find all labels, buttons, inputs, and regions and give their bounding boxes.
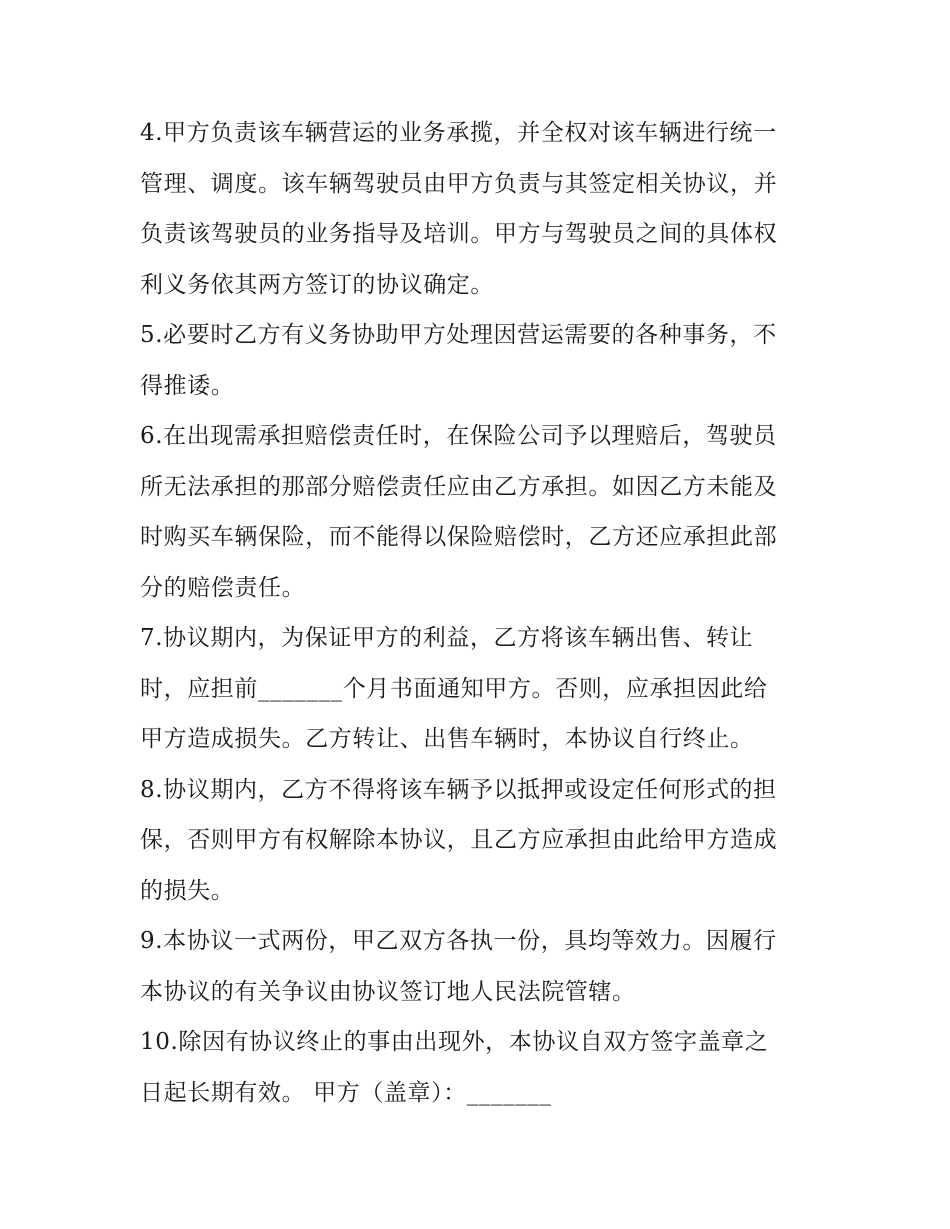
- text-line: 4.甲方负责该车辆营运的业务承揽，并全权对该车辆进行统一: [140, 120, 777, 146]
- text-line: 本协议的有关争议由协议签订地人民法院管辖。: [140, 978, 636, 1005]
- text-line: 7.协议期内，为保证甲方的利益，乙方将该车辆出售、转让: [140, 625, 754, 651]
- text-line: 得推诿。: [140, 372, 235, 399]
- text-line: 日起长期有效。 甲方（盖章）：_______: [140, 1079, 552, 1106]
- text-line: 6.在出现需承担赔偿责任时，在保险公司予以理赔后，驾驶员: [140, 423, 777, 449]
- text-line: 9.本协议一式两份，甲乙双方各执一份，具均等效力。因履行: [140, 928, 777, 954]
- text-line: 时购买车辆保险，而不能得以保险赔偿时，乙方还应承担此部: [140, 524, 778, 550]
- text-line: 所无法承担的那部分赔偿责任应由乙方承担。如因乙方未能及: [140, 473, 778, 500]
- text-line: 5.必要时乙方有义务协助甲方处理因营运需要的各种事务，不: [140, 322, 777, 348]
- text-line: 利义务依其两方签订的协议确定。: [140, 271, 494, 298]
- text-line: 8.协议期内，乙方不得将该车辆予以抵押或设定任何形式的担: [140, 776, 777, 803]
- document-body: [140, 108, 830, 1118]
- text-line: 保，否则甲方有权解除本协议，且乙方应承担由此给甲方造成: [140, 827, 778, 853]
- text-line: 负责该驾驶员的业务指导及培训。甲方与驾驶员之间的具体权: [140, 221, 778, 247]
- text-line: 管理、调度。该车辆驾驶员由甲方负责与其签定相关协议，并: [140, 170, 778, 197]
- text-line: 的损失。: [140, 877, 235, 904]
- text-line: 10.除因有协议终止的事由出现外，本协议自双方签字盖章之: [140, 1029, 769, 1055]
- text-line: 时，应担前_______个月书面通知甲方。否则，应承担因此给: [140, 675, 768, 702]
- text-line: 分的赔偿责任。: [140, 574, 306, 601]
- text-line: 甲方造成损失。乙方转让、出售车辆时，本协议自行终止。: [140, 726, 754, 752]
